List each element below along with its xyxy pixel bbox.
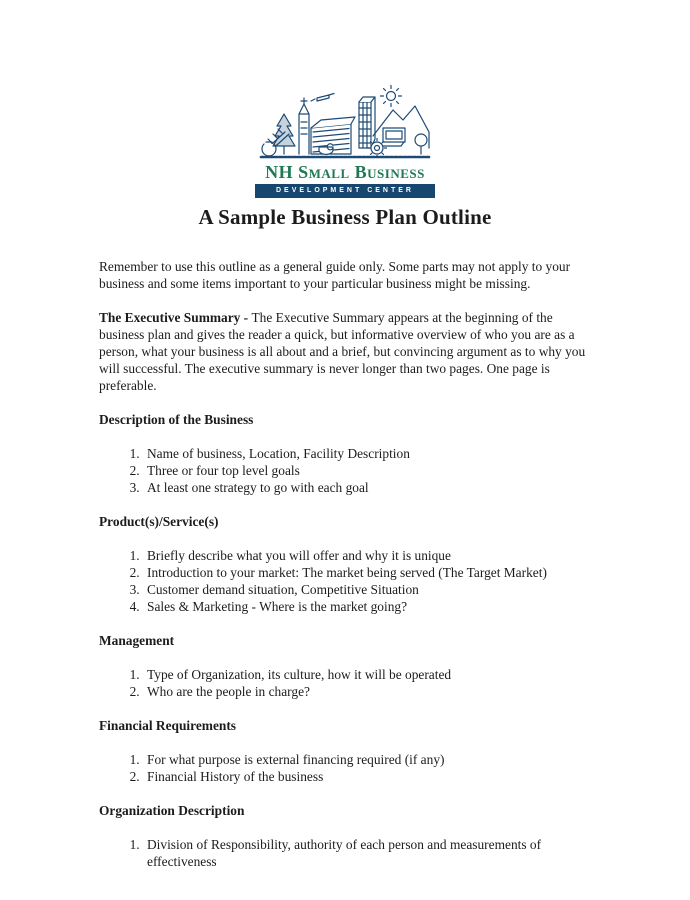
list-item: 2. Introduction to your market: The market being served (The Target Market) [143,564,591,581]
section-organization-description [99,802,591,870]
list-item: 4. Sales & Marketing - Where is the market going? [143,598,591,615]
section-list [99,666,591,700]
section-heading: Management [99,633,175,648]
executive-summary-body: The Executive Summary appears at the beginning of the business plan and gives the reader a quick, but informative overview of who you are as a person, what your business is all about and a brief, but convincing argument as to why you will successful. The executive summary is never longer than two pages. One page is preferable. [99,310,586,393]
list-item: 1. For what purpose is external financing required (if any) [143,751,591,768]
list-item: 1. Briefly describe what you will offer and why it is unique [143,547,591,564]
list-item: 3. Customer demand situation, Competitive Situation [143,581,591,598]
business-collage-illustration [255,84,435,162]
section-heading: Product(s)/Service(s) [99,514,219,529]
section-products-services [99,513,591,615]
logo-org-name: NH Small Business [265,162,425,182]
list-item: 2. Financial History of the business [143,768,591,785]
document-body [99,258,591,870]
list-item: 3. At least one strategy to go with each goal [143,479,591,496]
list-item: 1. Name of business, Location, Facility Description [143,445,591,462]
section-list [99,547,591,615]
list-item: 1. Division of Responsibility, authority of each person and measurements of effectiveness [143,836,591,870]
list-item: 2. Three or four top level goals [143,462,591,479]
section-list [99,751,591,785]
section-heading: Financial Requirements [99,718,237,733]
section-heading: Organization Description [99,803,245,818]
logo [255,84,435,198]
list-item: 1. Type of Organization, its culture, how it will be operated [143,666,591,683]
section-list [99,445,591,496]
section-description-of-business [99,411,591,496]
executive-summary-paragraph [99,309,591,394]
section-financial-requirements [99,717,591,785]
intro-paragraph: Remember to use this outline as a general guide only. Some parts may not apply to your business and some items important to your particular business might be missing. [99,259,571,291]
page-title: A Sample Business Plan Outline [198,205,492,229]
executive-summary-lead: The Executive Summary - [99,310,252,325]
logo-tagline-bar [255,184,435,198]
logo-tagline: DEVELOPMENT CENTER [275,187,414,194]
section-list [99,836,591,870]
section-heading: Description of the Business [99,412,254,427]
list-item: 2. Who are the people in charge? [143,683,591,700]
section-management [99,632,591,700]
